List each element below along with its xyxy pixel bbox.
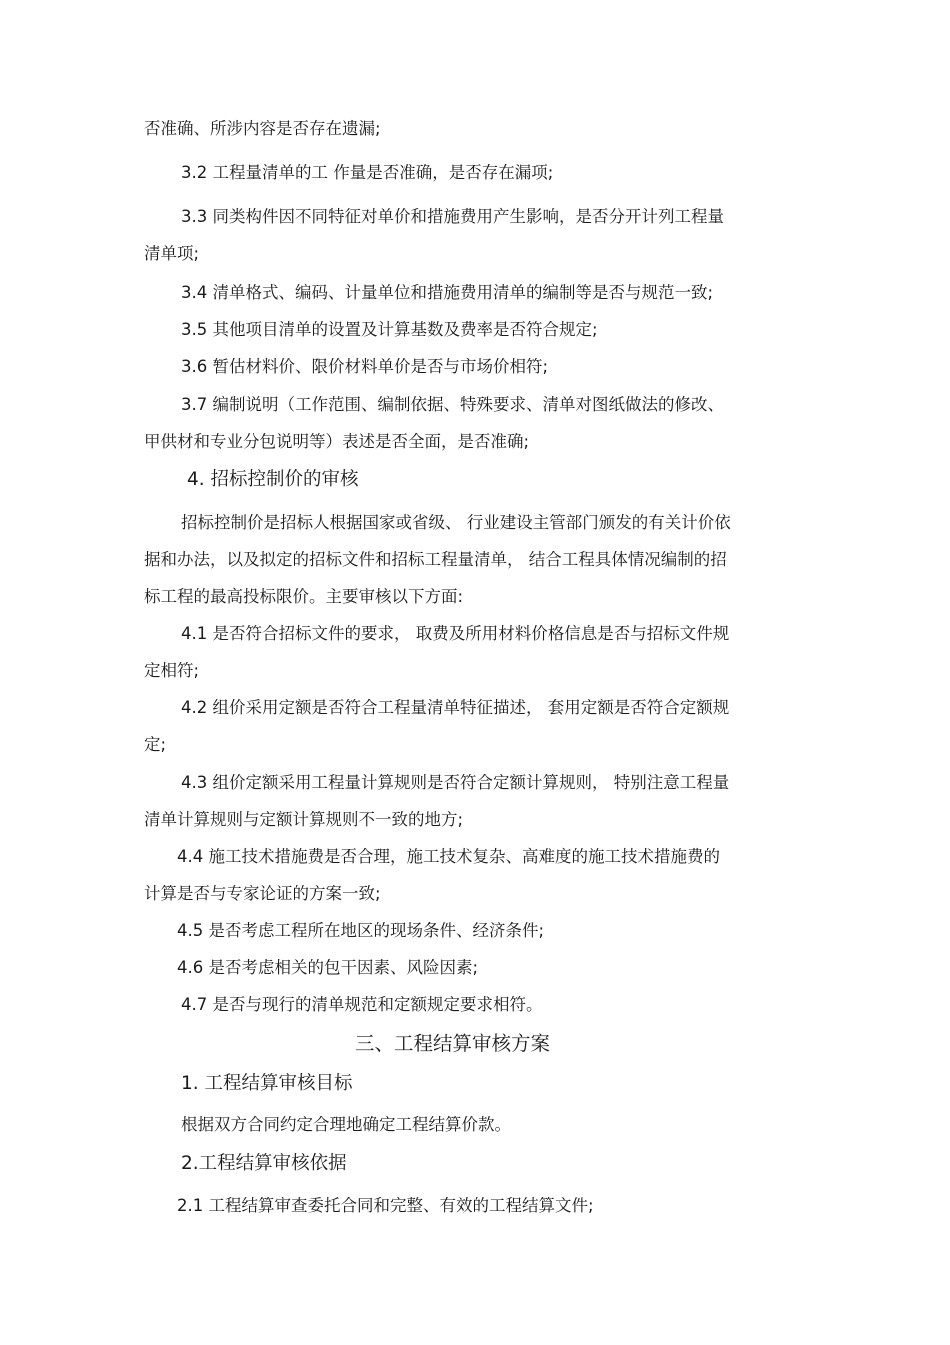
text-line: 3.6 暂估材料价、限价材料单价是否与市场价相符;: [181, 357, 549, 376]
text-line: 3.7 编制说明（工作范围、编制依据、特殊要求、清单对图纸做法的修改、: [181, 395, 724, 414]
text-line: 定相符;: [144, 661, 200, 680]
section-heading: 4. 招标控制价的审核: [187, 469, 359, 490]
text-line: 4.6 是否考虑相关的包干因素、风险因素;: [177, 958, 479, 977]
text-line: 招标控制价是招标人根据国家或省级、 行业建设主管部门颁发的有关计价依: [181, 513, 731, 532]
text-line: 2.1 工程结算审查委托合同和完整、有效的工程结算文件;: [177, 1196, 594, 1215]
text-line: 根据双方合同约定合理地确定工程结算价款。: [181, 1115, 511, 1134]
text-line: 4.7 是否与现行的清单规范和定额规定要求相符。: [181, 995, 543, 1014]
section-heading: 2.工程结算审核依据: [181, 1153, 347, 1174]
text-line: 清单项;: [144, 244, 200, 263]
text-line: 计算是否与专家论证的方案一致;: [144, 884, 381, 903]
text-line: 3.5 其他项目清单的设置及计算基数及费率是否符合规定;: [181, 320, 598, 339]
text-line: 4.4 施工技术措施费是否合理，施工技术复杂、高难度的施工技术措施费的: [177, 847, 720, 866]
text-line: 标工程的最高投标限价。主要审核以下方面:: [144, 587, 464, 606]
text-line: 4.3 组价定额采用工程量计算规则是否符合定额计算规则， 特别注意工程量: [181, 773, 730, 792]
text-line: 甲供材和专业分包说明等）表述是否全面，是否准确;: [144, 432, 530, 451]
text-line: 否准确、所涉内容是否存在遗漏;: [144, 119, 381, 138]
text-line: 清单计算规则与定额计算规则不一致的地方;: [144, 810, 464, 829]
text-line: 3.4 清单格式、编码、计量单位和措施费用清单的编制等是否与规范一致;: [181, 283, 714, 302]
text-line: 3.3 同类构件因不同特征对单价和措施费用产生影响，是否分开计列工程量: [181, 207, 724, 226]
text-line: 4.2 组价采用定额是否符合工程量清单特征描述， 套用定额是否符合定额规: [181, 698, 730, 717]
section-heading: 1. 工程结算审核目标: [181, 1073, 353, 1094]
text-line: 3.2 工程量清单的工 作量是否准确，是否存在漏项;: [181, 163, 554, 182]
text-line: 4.5 是否考虑工程所在地区的现场条件、经济条件;: [177, 921, 545, 940]
text-line: 4.1 是否符合招标文件的要求， 取费及所用材料价格信息是否与招标文件规: [181, 624, 730, 643]
text-line: 据和办法，以及拟定的招标文件和招标工程量清单， 结合工程具体情况编制的招: [144, 550, 727, 569]
text-line: 定;: [144, 735, 167, 754]
chapter-heading: 三、工程结算审核方案: [355, 1032, 551, 1055]
